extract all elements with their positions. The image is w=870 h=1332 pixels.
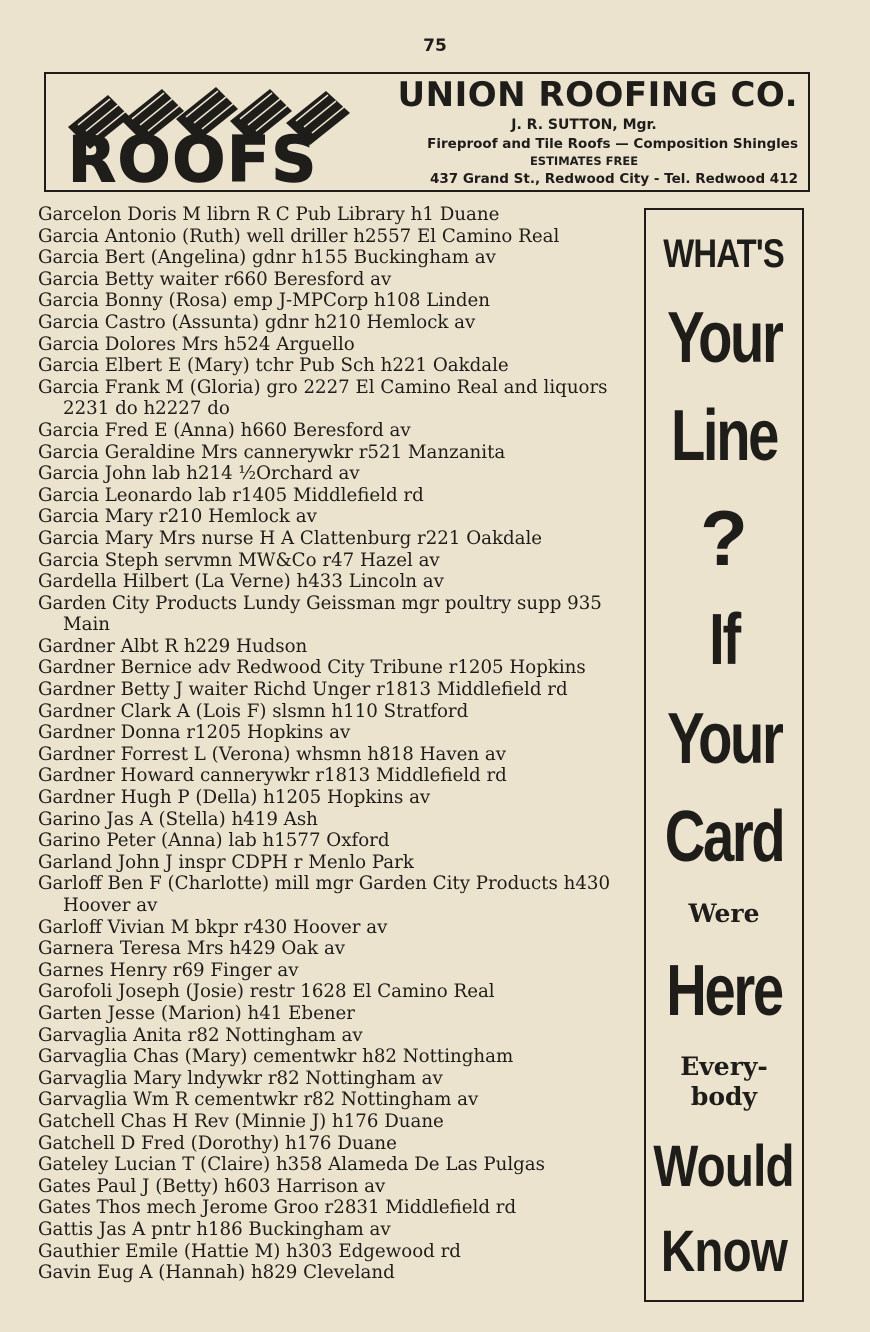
directory-entry: Garcia Elbert E (Mary) tchr Pub Sch h221 Oakdale <box>38 355 509 377</box>
directory-entry: Gardner Bernice adv Redwood City Tribune r1205 Hopkins <box>38 657 586 679</box>
directory-entry: Gardner Albt R h229 Hudson <box>38 635 308 657</box>
directory-entry: Garcia Dolores Mrs h524 Arguello <box>38 333 355 355</box>
side-ad-whats: WHAT'S <box>663 232 785 276</box>
roofs-logo-art <box>60 77 370 187</box>
directory-entry: Gatchell Chas H Rev (Minnie J) h176 Duane <box>38 1110 444 1132</box>
side-ad-card: Card <box>664 797 784 878</box>
directory-entry: Garofoli Joseph (Josie) restr 1628 El Camino Real <box>38 981 495 1003</box>
directory-entry: Garcia Bonny (Rosa) emp J-MPCorp h108 Linden <box>38 290 490 312</box>
ad-text-block <box>370 76 808 187</box>
ad-address: 437 Grand St., Redwood City - Tel. Redwood 412 <box>429 171 798 188</box>
directory-entry: Garcia Frank M (Gloria) gro 2227 El Camino Real and liquors 2231 do h2227 do <box>38 376 608 420</box>
directory-entry: Garten Jesse (Marion) h41 Ebener <box>38 1002 356 1024</box>
directory-entry: Garino Jas A (Stella) h419 Ash <box>38 808 318 830</box>
side-ad-here: Here <box>666 950 782 1031</box>
side-ad-everybody <box>680 1052 768 1112</box>
ad-manager: J. R. SUTTON, Mgr. <box>511 117 657 134</box>
directory-entry: Gardner Howard cannerywkr r1813 Middlefield rd <box>38 765 507 787</box>
directory-entry: Garvaglia Anita r82 Nottingham av <box>38 1024 363 1046</box>
directory-entry: Garvaglia Mary lndywkr r82 Nottingham av <box>38 1067 443 1089</box>
directory-listings <box>38 204 638 1284</box>
directory-entry: Garnes Henry r69 Finger av <box>38 959 299 981</box>
directory-entry: Garcelon Doris M librn R C Pub Library h1 Duane <box>38 204 500 225</box>
directory-entry: Gardner Hugh P (Della) h1205 Hopkins av <box>38 787 431 809</box>
directory-entry: Garcia Leonardo lab r1405 Middlefield rd <box>38 484 424 506</box>
directory-entry: Garcia Betty waiter r660 Beresford av <box>38 268 392 290</box>
side-ad-line: Line <box>670 396 778 477</box>
directory-entry: Garvaglia Chas (Mary) cementwkr h82 Nottingham <box>38 1046 514 1068</box>
ad-services: Fireproof and Tile Roofs — Composition Shingles <box>427 136 798 153</box>
side-ad-question-mark: ? <box>700 494 748 583</box>
directory-entry: Garcia Bert (Angelina) gdnr h155 Buckingham av <box>38 247 496 269</box>
directory-entry: Gates Thos mech Jerome Groo r2831 Middlefield rd <box>38 1197 517 1219</box>
side-ad-body: body <box>690 1082 758 1112</box>
directory-entry: Garcia Fred E (Anna) h660 Beresford av <box>38 419 411 441</box>
directory-entry: Garland John J inspr CDPH r Menlo Park <box>38 851 414 873</box>
directory-entry: Gardner Donna r1205 Hopkins av <box>38 722 351 744</box>
whats-your-line-ad <box>644 208 804 1302</box>
side-ad-your: Your <box>666 297 782 378</box>
directory-entry: Garcia Steph servmn MW&Co r47 Hazel av <box>38 549 440 571</box>
directory-entry: Gavin Eug A (Hannah) h829 Cleveland <box>38 1262 395 1284</box>
side-ad-your-2: Your <box>666 698 782 779</box>
side-ad-were: Were <box>688 899 760 929</box>
directory-entry: Garden City Products Lundy Geissman mgr poultry supp 935 Main <box>38 592 602 636</box>
side-ad-every: Every- <box>680 1052 768 1082</box>
directory-entry: Gauthier Emile (Hattie M) h303 Edgewood rd <box>38 1240 461 1262</box>
directory-entry: Garcia John lab h214 ½Orchard av <box>38 463 360 485</box>
directory-entry: Gattis Jas A pntr h186 Buckingham av <box>38 1218 391 1240</box>
side-ad-know: Know <box>660 1218 788 1284</box>
side-ad-if: If <box>709 599 739 680</box>
page-number: 75 <box>423 36 447 56</box>
directory-entry: Gateley Lucian T (Claire) h358 Alameda De Las Pulgas <box>38 1154 545 1176</box>
ad-company-name: UNION ROOFING CO. <box>397 75 798 116</box>
directory-entry: Garloff Vivian M bkpr r430 Hoover av <box>38 916 388 938</box>
ad-estimates: ESTIMATES FREE <box>529 153 639 168</box>
directory-entry: Garcia Mary Mrs nurse H A Clattenburg r221 Oakdale <box>38 527 543 549</box>
directory-entry: Garcia Castro (Assunta) gdnr h210 Hemlock av <box>38 311 476 333</box>
directory-entry: Gardner Forrest L (Verona) whsmn h818 Haven av <box>38 743 506 765</box>
directory-entry: Garcia Antonio (Ruth) well driller h2557 El Camino Real <box>38 225 560 247</box>
directory-entry: Garnera Teresa Mrs h429 Oak av <box>38 938 346 960</box>
directory-entry: Gardner Betty J waiter Richd Unger r1813 Middlefield rd <box>38 679 568 701</box>
directory-entry: Gates Paul J (Betty) h603 Harrison av <box>38 1175 386 1197</box>
directory-entry: Garcia Mary r210 Hemlock av <box>38 506 317 528</box>
union-roofing-ad <box>44 72 810 192</box>
roofs-logo-text: ROOFS <box>68 123 319 187</box>
directory-entry: Garcia Geraldine Mrs cannerywkr r521 Manzanita <box>38 441 506 463</box>
directory-entry: Gatchell D Fred (Dorothy) h176 Duane <box>38 1132 397 1154</box>
directory-entry: Garloff Ben F (Charlotte) mill mgr Garden City Products h430 Hoover av <box>38 873 611 916</box>
side-ad-would: Would <box>653 1134 795 1200</box>
directory-entry: Garino Peter (Anna) lab h1577 Oxford <box>38 830 390 852</box>
directory-entry: Gardner Clark A (Lois F) slsmn h110 Stratford <box>38 700 469 722</box>
directory-entry: Gardella Hilbert (La Verne) h433 Lincoln av <box>38 571 444 593</box>
directory-entry: Garvaglia Wm R cementwkr r82 Nottingham av <box>38 1089 479 1111</box>
